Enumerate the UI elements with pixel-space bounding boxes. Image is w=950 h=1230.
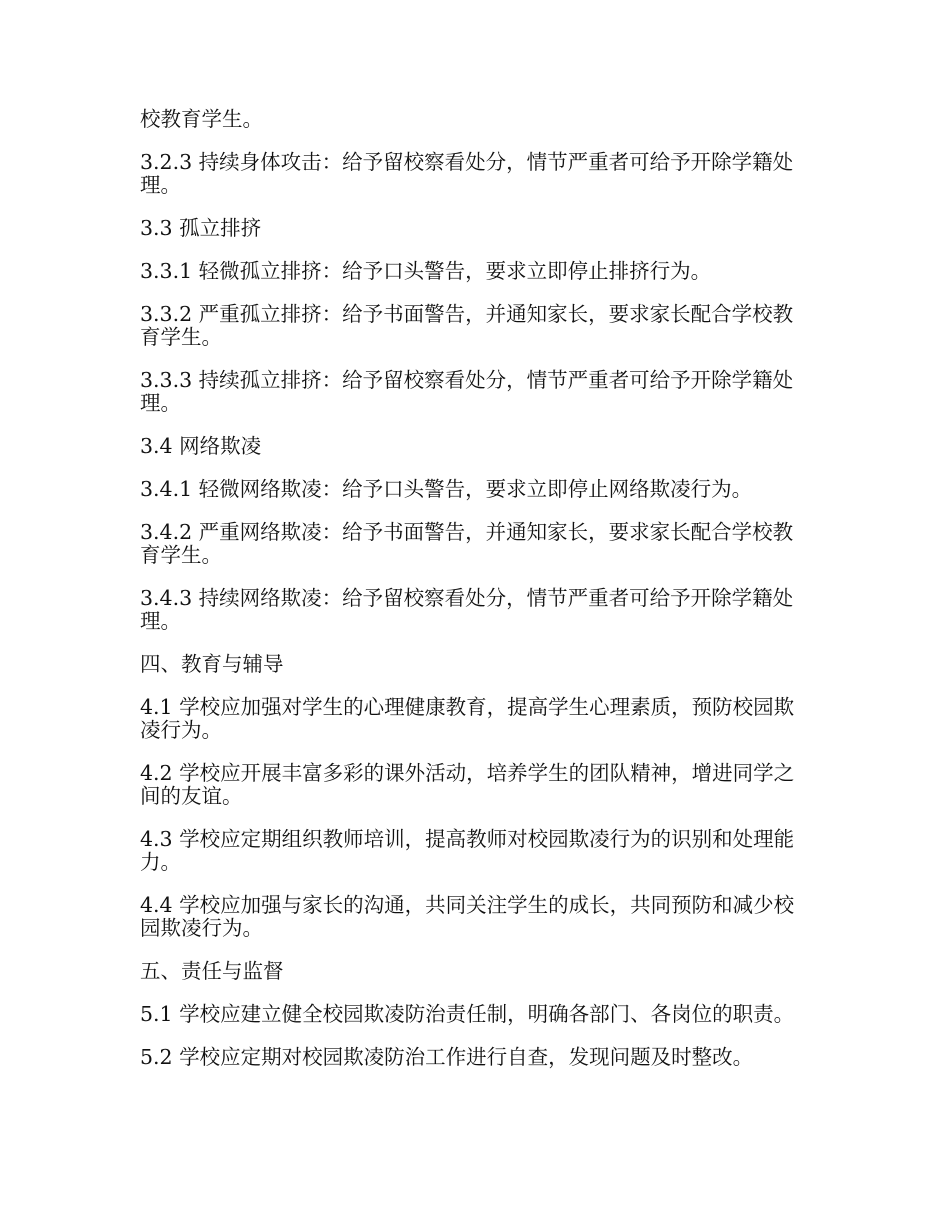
paragraph-3-3-1: 3.3.1 轻微孤立排挤：给予口头警告，要求立即停止排挤行为。	[140, 259, 712, 283]
section-heading-3-3: 3.3 孤立排挤	[140, 216, 262, 240]
paragraph-5-1: 5.1 学校应建立健全校园欺凌防治责任制，明确各部门、各岗位的职责。	[140, 1002, 795, 1026]
paragraph-4-4: 4.4 学校应加强与家长的沟通，共同关注学生的成长，共同预防和减少校园欺凌行为。	[140, 893, 795, 940]
document-body	[140, 108, 810, 1089]
paragraph-3-4-1: 3.4.1 轻微网络欺凌：给予口头警告，要求立即停止网络欺凌行为。	[140, 477, 753, 501]
paragraph-continuation: 校教育学生。	[140, 107, 263, 131]
paragraph-3-4-3: 3.4.3 持续网络欺凌：给予留校察看处分，情节严重者可给予开除学籍处理。	[140, 586, 794, 633]
section-heading-4: 四、教育与辅导	[140, 652, 284, 676]
section-heading-5: 五、责任与监督	[140, 959, 284, 983]
paragraph-4-2: 4.2 学校应开展丰富多彩的课外活动，培养学生的团队精神，增进同学之间的友谊。	[140, 761, 795, 808]
paragraph-3-3-2: 3.3.2 严重孤立排挤：给予书面警告，并通知家长，要求家长配合学校教育学生。	[140, 302, 794, 349]
paragraph-3-4-2: 3.4.2 严重网络欺凌：给予书面警告，并通知家长，要求家长配合学校教育学生。	[140, 520, 794, 567]
paragraph-4-3: 4.3 学校应定期组织教师培训，提高教师对校园欺凌行为的识别和处理能力。	[140, 827, 795, 874]
paragraph-3-3-3: 3.3.3 持续孤立排挤：给予留校察看处分，情节严重者可给予开除学籍处理。	[140, 368, 794, 415]
paragraph-3-2-3: 3.2.3 持续身体攻击：给予留校察看处分，情节严重者可给予开除学籍处理。	[140, 150, 794, 197]
paragraph-5-2: 5.2 学校应定期对校园欺凌防治工作进行自查，发现问题及时整改。	[140, 1045, 754, 1069]
section-heading-3-4: 3.4 网络欺凌	[140, 434, 262, 458]
paragraph-4-1: 4.1 学校应加强对学生的心理健康教育，提高学生心理素质，预防校园欺凌行为。	[140, 695, 795, 742]
